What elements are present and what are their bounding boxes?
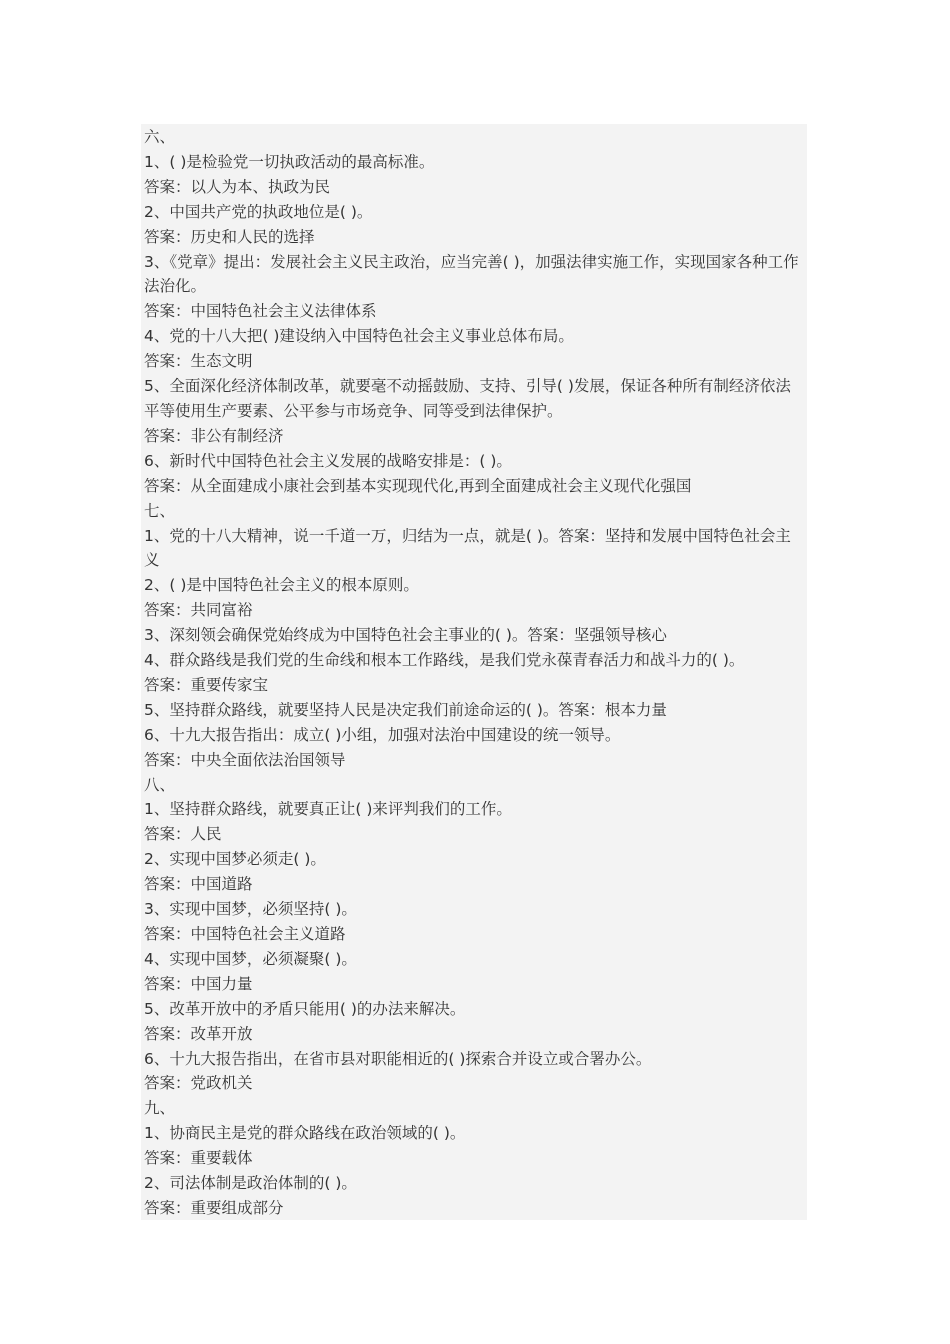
text-line: 6、新时代中国特色社会主义发展的战略安排是：( )。 [144,451,512,470]
text-line: 2、司法体制是政治体制的( )。 [144,1174,357,1193]
text-line: 答案：中国特色社会主义法律体系 [144,302,377,321]
text-line: 答案：中国特色社会主义道路 [144,925,346,943]
text-line: 6、十九大报告指出，在省市县对职能相近的( )探索合并设立或合署办公。 [144,1049,652,1068]
text-line: 六、 [144,128,176,146]
text-line: 6、十九大报告指出：成立( )小组，加强对法治中国建设的统一领导。 [144,725,621,744]
text-line: 七、 [144,501,176,520]
text-line: 1、坚持群众路线，就要真正让( )来评判我们的工作。 [144,800,512,819]
text-line: 5、改革开放中的矛盾只能用( )的办法来解决。 [144,999,466,1018]
text-line: 答案：重要载体 [144,1149,253,1168]
text-line: 答案：共同富裕 [144,601,253,620]
text-line: 1、协商民主是党的群众路线在政治领域的( )。 [144,1124,466,1143]
text-line: 答案：历史和人民的选择 [144,227,315,246]
text-line: 3、实现中国梦，必须坚持( )。 [144,900,357,919]
text-line: 答案：重要组成部分 [144,1198,284,1217]
text-line: 1、( )是检验党一切执政活动的最高标准。 [144,152,435,171]
text-line: 5、全面深化经济体制改革，就要毫不动摇鼓励、支持、引导( )发展，保证各种所有制经济依法平等使用生产要素、公平参与市场竞争、同等受到法律保护。 [144,377,791,420]
text-line: 2、实现中国梦必须走( )。 [144,850,326,869]
text-line: 4、群众路线是我们党的生命线和根本工作路线，是我们党永葆青春活力和战斗力的( )。 [144,651,745,670]
text-line: 答案：人民 [144,825,222,844]
text-line: 3、《党章》提出：发展社会主义民主政治，应当完善( )，加强法律实施工作，实现国家各种工作法治化。 [144,252,799,296]
text-line: 4、党的十八大把( )建设纳入中国特色社会主义事业总体布局。 [144,327,574,346]
text-line: 3、深刻领会确保党始终成为中国特色社会主事业的( )。答案：坚强领导核心 [144,626,667,645]
text-line: 答案：非公有制经济 [144,426,284,445]
text-line: 答案：中国道路 [144,875,253,894]
text-line: 答案：重要传家宝 [144,675,269,694]
text-line: 答案：中国力量 [144,974,253,993]
text-line: 答案：改革开放 [144,1024,253,1043]
text-line: 4、实现中国梦，必须凝聚( )。 [144,949,357,968]
text-line: 2、中国共产党的执政地位是( )。 [144,202,373,221]
text-line: 2、( )是中国特色社会主义的根本原则。 [144,576,419,595]
text-line: 答案：党政机关 [144,1074,253,1093]
text-line: 答案：生态文明 [144,352,253,371]
text-line: 1、党的十八大精神，说一千道一万，归结为一点，就是( )。答案：坚持和发展中国特色社会主义 [144,526,791,570]
text-line: 答案：中央全面依法治国领导 [144,750,346,769]
text-line: 九、 [144,1099,176,1118]
document-text-block [141,124,807,1220]
text-line: 答案：从全面建成小康社会到基本实现现代化,再到全面建成社会主义现代化强国 [144,476,692,495]
text-line: 5、坚持群众路线，就要坚持人民是决定我们前途命运的( )。答案：根本力量 [144,700,667,719]
text-line: 答案：以人为本、执政为民 [144,177,331,196]
text-line: 八、 [144,775,176,794]
